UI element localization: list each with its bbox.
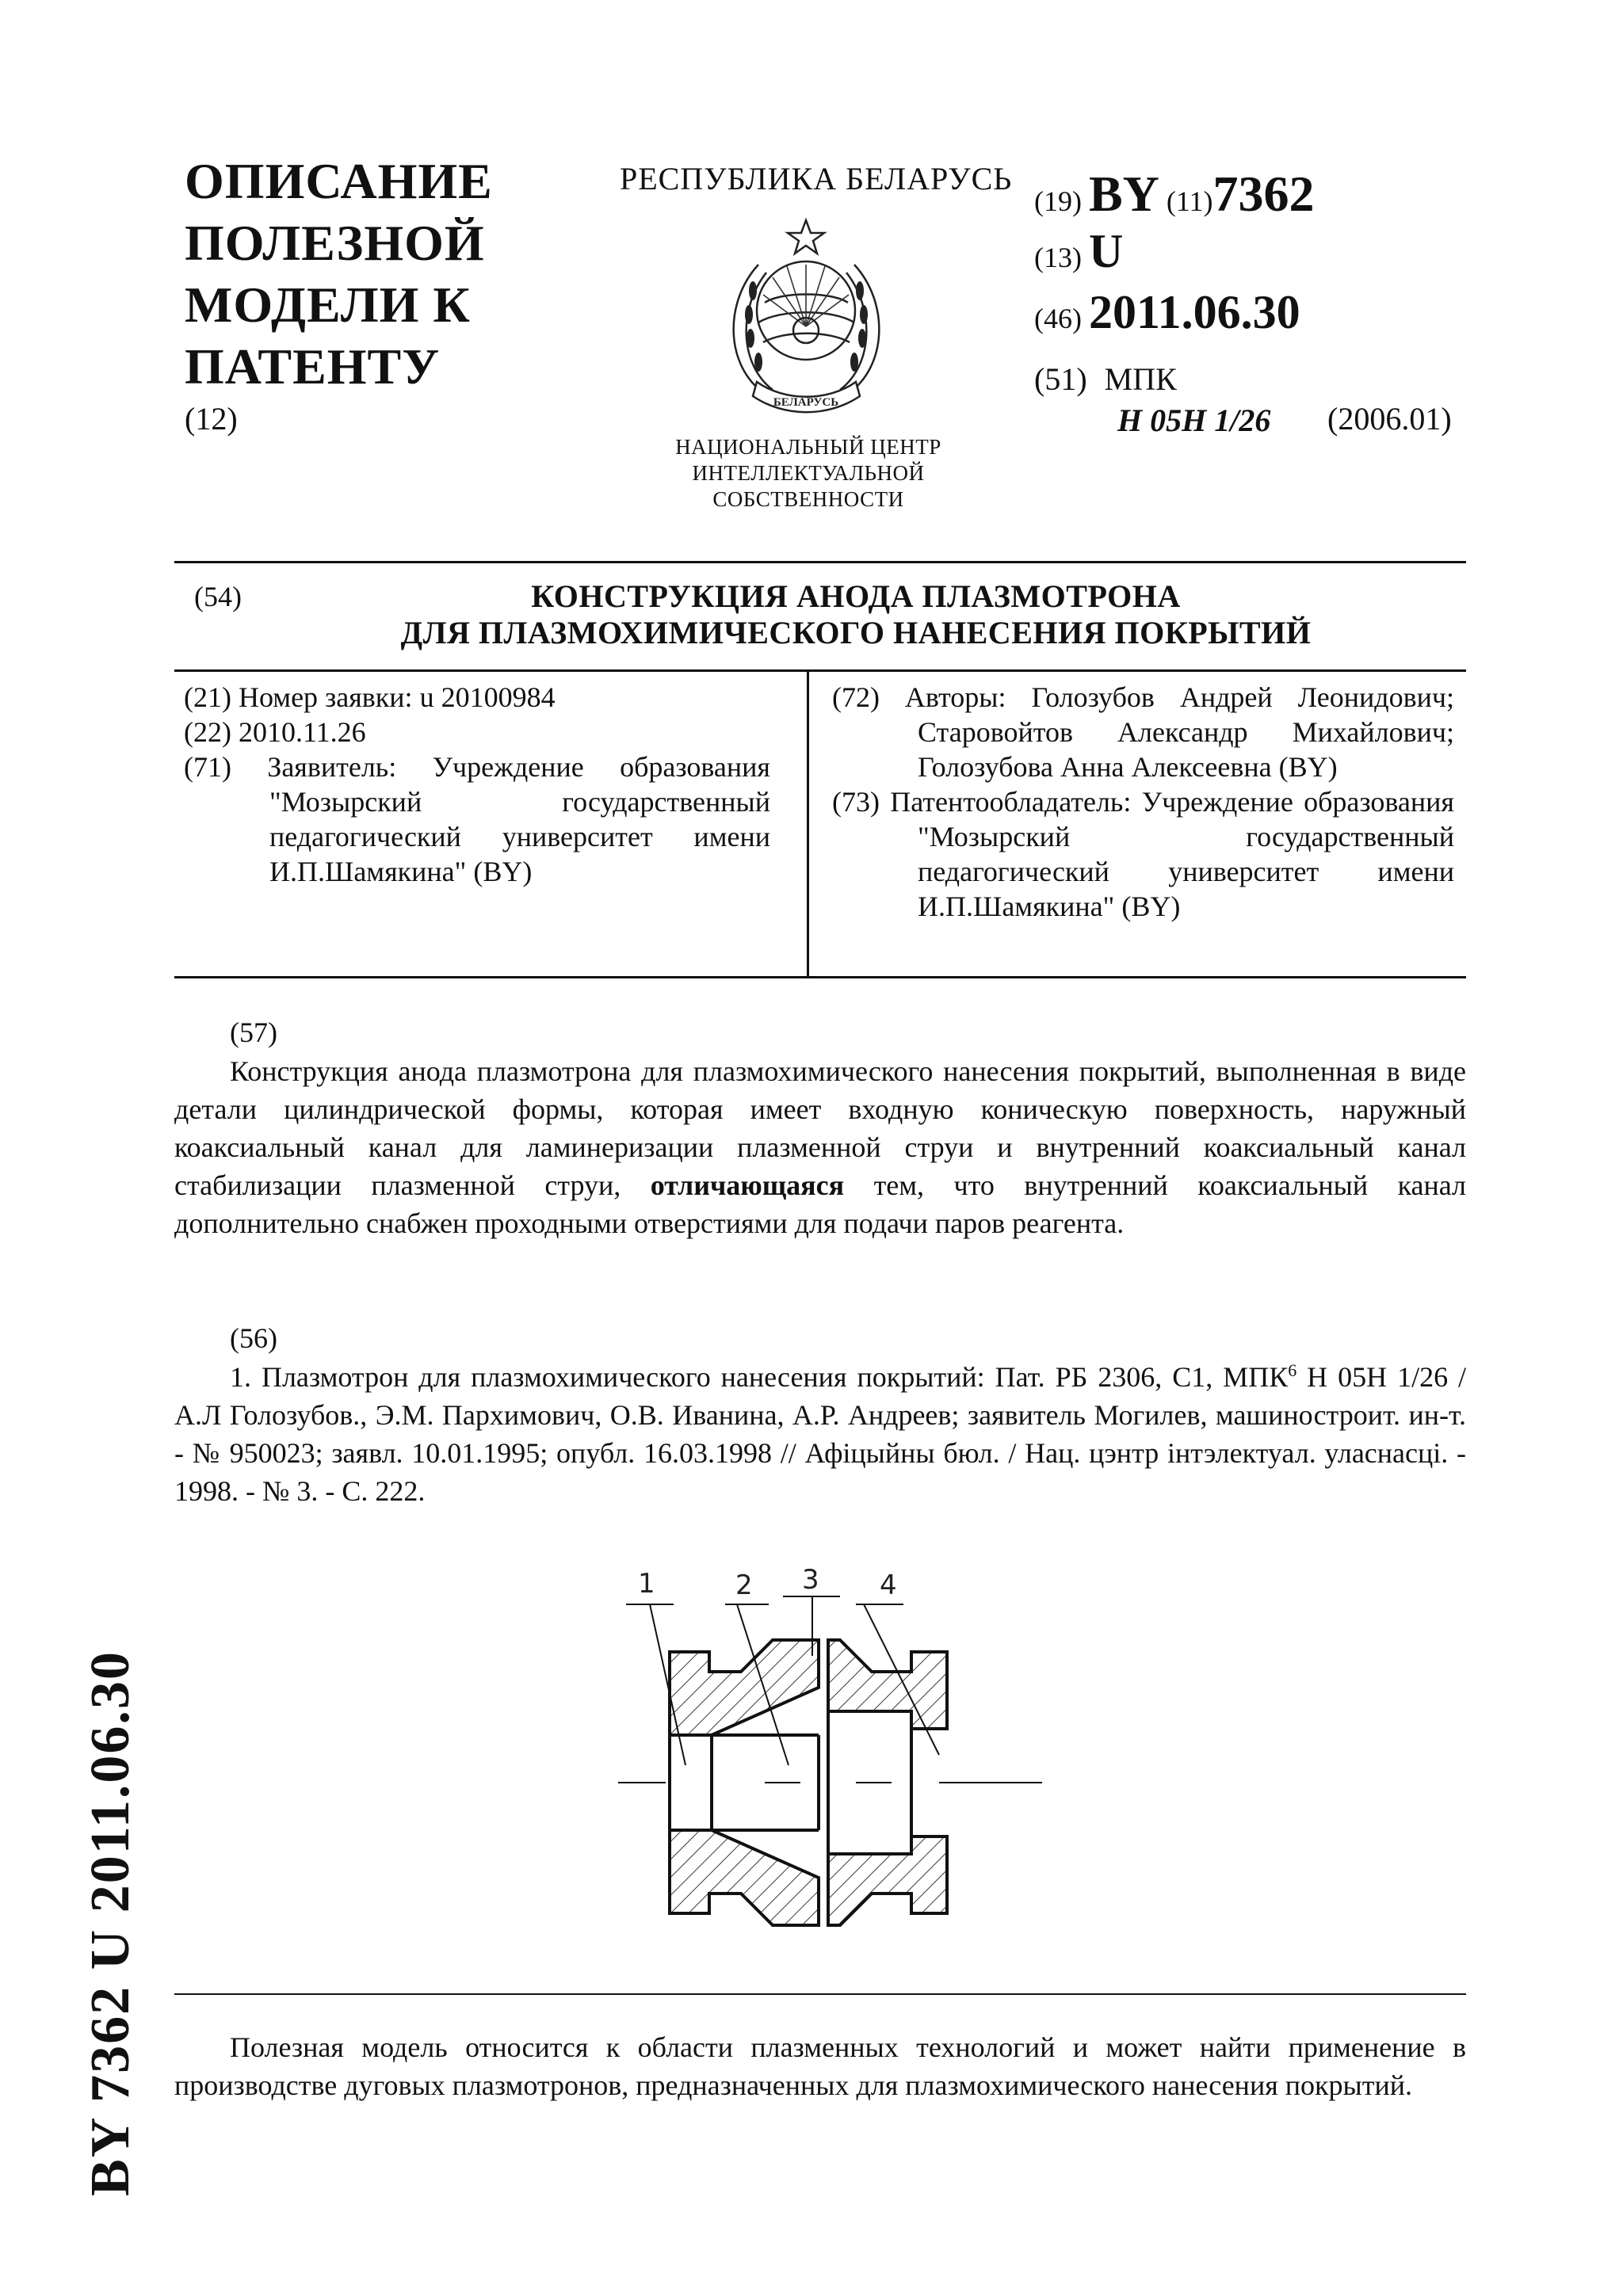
figure-label: 3 [802, 1564, 819, 1596]
center-line: ИНТЕЛЛЕКТУАЛЬНОЙ [692, 461, 925, 485]
republic-label: РЕСПУБЛИКА БЕЛАРУСЬ [620, 161, 1013, 196]
invention-title-line: КОНСТРУКЦИЯ АНОДА ПЛАЗМОТРОНА [531, 578, 1181, 614]
side-document-id: BY 7362 U 2011.06.30 [80, 1650, 141, 2196]
rule-biblio-top [174, 669, 1466, 672]
claims-text [174, 1052, 1466, 1242]
claims-text-start: Конструкция анода плазмотрона для плазмохимического нанесения покрытий, выполненная в виде детали цилиндрической формы, которая имеет входную коническую поверхность, наружный коаксиальный канал для ламинеризации плазменной струи и внутренний коаксиальный канал стабилизации плазменной струи, [174, 1055, 1466, 1201]
ipc-version: (2006.01) [1327, 401, 1452, 437]
field-71-applicant: (71) Заявитель: Учреждение образования "Мозырский государственный педагогический университет имени И.П.Шамякина" (BY) [184, 751, 770, 887]
code-19-row [1034, 165, 1315, 223]
ipc-label: МПК [1104, 361, 1177, 397]
document-title-line: ПАТЕНТУ [185, 338, 441, 395]
code-51: (51) [1034, 361, 1087, 397]
code-51-row [1034, 360, 1177, 398]
anode-upper-part [670, 1640, 819, 1735]
reference-text-start: 1. Плазмотрон для плазмохимического нанесения покрытий: Пат. РБ 2306, С1, МПК [230, 1361, 1289, 1393]
figure-label: 1 [638, 1568, 655, 1600]
star-icon [788, 220, 824, 254]
anode-drawing [618, 1553, 1078, 1965]
document-title-line: МОДЕЛИ К [185, 277, 471, 333]
coat-of-arms-emblem [717, 215, 896, 425]
code-54: (54) [194, 581, 242, 612]
document-title-line: ОПИСАНИЕ [185, 153, 493, 209]
claims-text-distinguishing: отличающаяся [650, 1169, 845, 1201]
emblem-banner-text: БЕЛАРУСЬ [773, 396, 839, 409]
field-73-patent-owner: (73) Патентообладатель: Учреждение образования "Мозырский государственный педагогический университет имени И.П.Шамякина" (BY) [832, 786, 1454, 922]
code-46: (46) [1034, 303, 1082, 334]
code-57: (57) [230, 1016, 277, 1048]
field-21-application-number: (21) Номер заявки: u 20100984 [184, 681, 556, 713]
claims-text-end: тем, что внутренний коаксиальный канал дополнительно снабжен проходными отверстиями для подачи паров реагента. [174, 1169, 1467, 1239]
ipc-class: H 05H 1/26 [1117, 402, 1271, 438]
publication-date: 2011.06.30 [1088, 286, 1300, 338]
figure-label: 2 [735, 1569, 753, 1601]
code-19: (19) [1034, 185, 1082, 217]
national-center-label [650, 434, 967, 513]
field-72-authors: (72) Авторы: Голозубов Андрей Леонидович; Старовойтов Александр Михайлович; Голозубова Анна Алексеевна (BY) [832, 681, 1454, 783]
rule-top [174, 561, 1466, 563]
center-line: НАЦИОНАЛЬНЫЙ ЦЕНТР [675, 435, 941, 459]
description-paragraph: Полезная модель относится к области плазменных технологий и может найти применение в производстве дуговых плазмотронов, предназначенных для плазмохимического нанесения покрытий. [174, 2031, 1466, 2101]
code-13-row [1034, 224, 1123, 279]
document-title-line: ПОЛЕЗНОЙ [185, 215, 485, 271]
anode-lower-part-right [828, 1836, 947, 1925]
document-title [185, 151, 493, 398]
reference-text-end: Н 05Н 1/26 /А.Л Голозубов., Э.М. Пархимович, О.В. Иванина, А.Р. Андреев; заявитель Могилев, машиностроит. ин-т. - № 950023; заявл. 10.01.1995; опубл. 16.03.1998 // Афіцыйны бюл. / Нац. цэнтр інтэлектуал. уласнасці. - 1998. - № 3. - С. 222. [174, 1361, 1467, 1507]
kind-code: U [1088, 225, 1124, 277]
country-code: BY [1088, 166, 1159, 222]
references-text [174, 1358, 1466, 1510]
reference-superscript: 6 [1288, 1360, 1297, 1380]
figure-label: 4 [880, 1569, 897, 1601]
rule-description-top [174, 1993, 1466, 1995]
description-text [174, 2028, 1466, 2104]
code-12: (12) [185, 401, 238, 437]
rule-biblio-bottom [174, 976, 1466, 978]
anode-lower-part [670, 1830, 819, 1925]
invention-title-line: ДЛЯ ПЛАЗМОХИМИЧЕСКОГО НАНЕСЕНИЯ ПОКРЫТИЙ [400, 615, 1312, 650]
field-22-filing-date: (22) 2010.11.26 [184, 716, 366, 748]
center-line: СОБСТВЕННОСТИ [712, 487, 904, 511]
rule-biblio-divider [807, 669, 809, 978]
invention-title [301, 578, 1411, 651]
code-13: (13) [1034, 242, 1082, 273]
patent-number: 7362 [1212, 166, 1315, 222]
code-46-row [1034, 285, 1300, 340]
biblio-right-column [832, 680, 1454, 924]
code-11: (11) [1166, 185, 1213, 217]
biblio-left-column [184, 680, 770, 889]
code-56: (56) [230, 1322, 277, 1354]
